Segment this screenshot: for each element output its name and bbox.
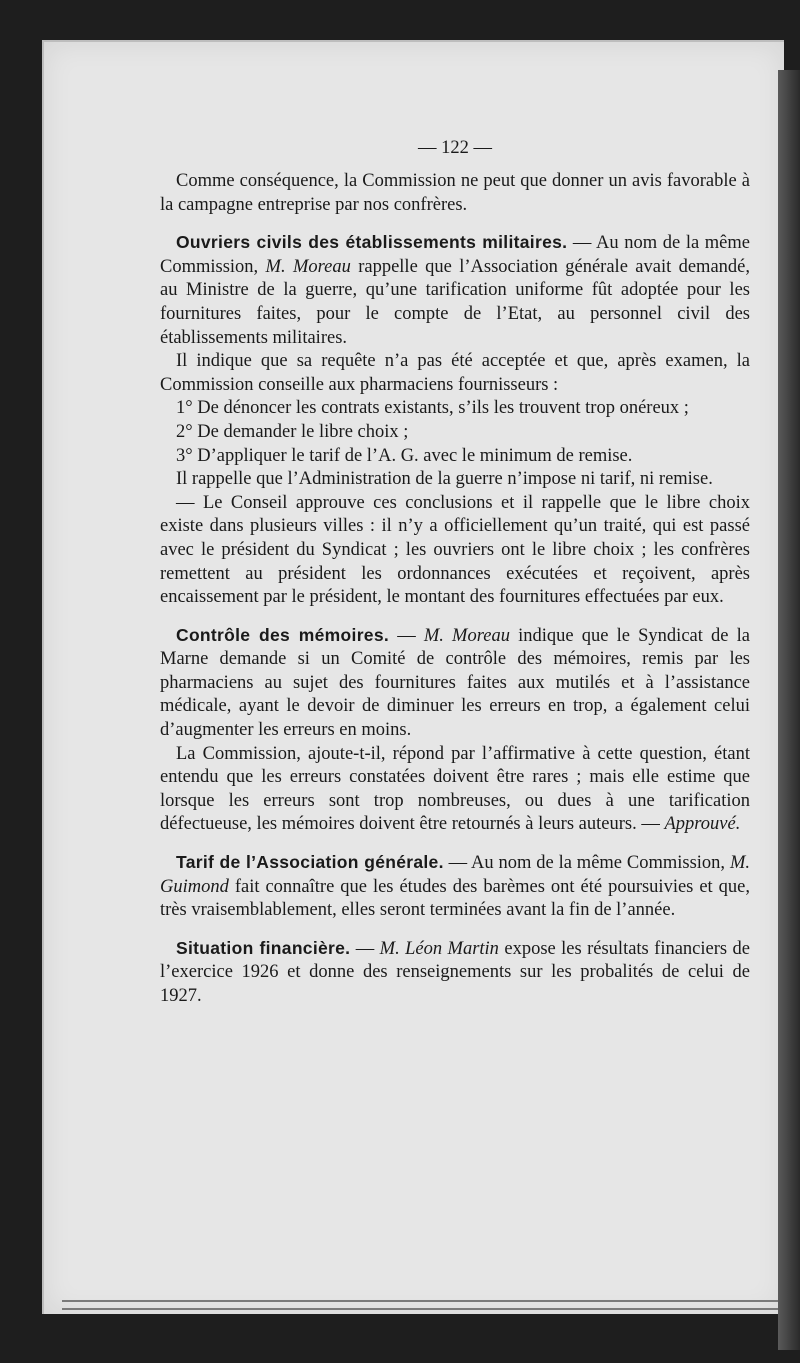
list-item: 3° D’appliquer le tarif de l’A. G. avec le minimum de remise. (176, 445, 633, 466)
intro-paragraph: Comme conséquence, la Commission ne peut que donner un avis favorable à la campagne entreprise par nos confrères. (160, 171, 750, 215)
section-heading: Ouvriers civils des établissements militaires. (176, 232, 568, 253)
page-edge (778, 70, 800, 1350)
text-run: rappelle que l’Association générale avait demandé, au Ministre de la guerre, qu’une tarification uniforme fût adoptée pour les fournitures faites, pour le compte de l’Etat, au personnel civil des établissements militaires. (160, 256, 750, 348)
person-name: M. Moreau (265, 256, 351, 277)
text-run: La Commission, ajoute-t-il, répond par l’affirmative à cette question, étant entendu que les erreurs constatées doivent être rares ; mais elle estime que lorsque les erreurs sont trop nombreuses, ou dues à une tarification défectueuse, les mémoires doivent être retournés à leurs auteurs. — (160, 743, 750, 835)
bottom-rule-2 (62, 1308, 778, 1310)
section-situation (160, 937, 750, 1009)
bottom-rule (62, 1300, 778, 1302)
list-item: 1° De dénoncer les contrats existants, s’ils les trouvent trop onéreux ; (176, 398, 689, 419)
paragraph (160, 743, 750, 837)
section-heading: Contrôle des mémoires. (176, 624, 390, 645)
page-number: — 122 — (418, 138, 492, 158)
section-heading: Situation financière. (176, 937, 351, 958)
text-run: — Au nom de la même Commission, (443, 853, 730, 874)
person-name: M. Guimond (160, 853, 750, 897)
paragraph: Il indique que sa requête n’a pas été acceptée et que, après examen, la Commission conseille aux pharmaciens fournisseurs : (160, 351, 750, 395)
section-tarif (160, 851, 750, 923)
section-controle (160, 624, 750, 743)
list-item: 2° De demander le libre choix ; (176, 421, 409, 442)
text-run: — (350, 938, 380, 959)
text-run: expose les résultats financiers de l’exercice 1926 et donne des renseignements sur les probalités de celui de 1927. (160, 938, 750, 1006)
section-ouvriers (160, 231, 750, 350)
approval-note: Approuvé. (664, 814, 741, 835)
document-body (160, 170, 750, 1009)
paragraph: — Le Conseil approuve ces conclusions et il rappelle que le libre choix existe dans plusieurs villes : il n’y a officiellement qu’un traité, qui est passé avec le président du Syndicat ; les ouvriers ont le libre choix ; les confrères remettent au président les ordonnances exécutées et reçoivent, après encaissement par le président, le montant des fournitures effectuées par eux. (160, 492, 750, 608)
text-run: — Au nom de la même Commission, (160, 233, 750, 277)
person-name: M. Moreau (423, 625, 510, 646)
text-run: — (389, 625, 424, 646)
paragraph: Il rappelle que l’Administration de la guerre n’impose ni tarif, ni remise. (176, 469, 713, 490)
text-run: indique que le Syndicat de la Marne demande si un Comité de contrôle des mémoires, remis par les pharmaciens au sujet des fournitures faites aux mutilés et à l’assistance médicale, ayant le devoir de diminuer les erreurs en trop, a également celui d’augmenter les erreurs en moins. (160, 625, 751, 741)
section-heading: Tarif de l’Association générale. (176, 852, 444, 873)
person-name: M. Léon Martin (379, 938, 499, 959)
text-run: fait connaître que les études des barèmes ont été poursuivies et que, très vraisemblablement, elles seront terminées avant la fin de l’année. (160, 876, 750, 921)
